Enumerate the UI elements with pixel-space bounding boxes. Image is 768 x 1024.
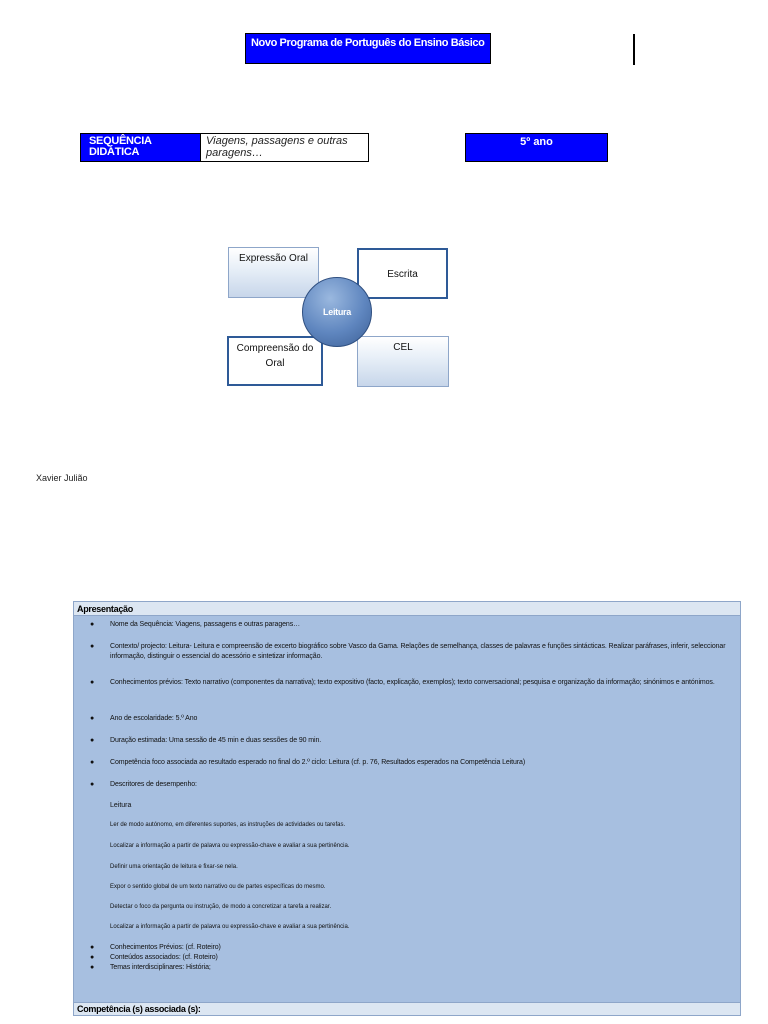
- list-item: ● Duração estimada: Uma sessão de 45 min e duas sessões de 90 min.: [90, 737, 322, 744]
- list-item: ● Temas interdisciplinares: História;: [90, 964, 211, 971]
- list-item: ● Ano de escolaridade: 5.º Ano: [90, 715, 198, 722]
- bullet-icon: ●: [90, 759, 95, 766]
- list-item: ● Descritores de desempenho:: [90, 781, 197, 788]
- diagram-box-cel: CEL: [357, 336, 449, 387]
- document-title: Novo Programa de Português do Ensino Básico: [245, 33, 491, 64]
- diagram-box-compreensao-oral: Compreensão do Oral: [227, 336, 323, 386]
- bullet-icon: ●: [90, 643, 95, 650]
- list-item: ● Conhecimentos prévios: Texto narrativo (componentes da narrativa); texto expositivo (facto, explicação, exemplos); texto conversacional; pesquisa e organização da informação; sinónimos e antónimos.: [90, 679, 715, 686]
- table-body: [74, 616, 740, 1002]
- grade-badge: 5º ano: [465, 133, 608, 162]
- bullet-icon: ●: [90, 944, 95, 951]
- bullet-icon: ●: [90, 737, 95, 744]
- diagram-box-expressao-oral: Expressão Oral: [228, 247, 319, 298]
- bullet-icon: ●: [90, 679, 95, 686]
- descriptor-item: Ler de modo autónomo, em diferentes suportes, as instruções de actividades ou tarefas.: [110, 822, 346, 828]
- author-name: Xavier Julião: [36, 473, 88, 483]
- descriptor-item: Localizar a informação a partir de palavra ou expressão-chave e avaliar a sua pertinência.: [110, 843, 350, 849]
- table-header: Apresentação: [74, 602, 740, 616]
- presentation-table: [73, 601, 741, 1016]
- list-item: ● Contexto/ projecto: Leitura- Leitura e compreensão de excerto biográfico sobre Vasco da Gama. Relações de semelhança, classes de palavras e funções sintácticas. Realizar paráfrases, inferir, seleccionar informação, distinguir o essencial do acessório e sintetizar informação.: [90, 643, 726, 660]
- descriptor-item: Definir uma orientação de leitura e fixar-se nela.: [110, 864, 238, 870]
- text-cursor: [633, 34, 635, 65]
- list-item: ● Competência foco associada ao resultado esperado no final do 2.º ciclo: Leitura (cf. p. 76, Resultados esperados na Competência Leitura): [90, 759, 526, 766]
- bullet-icon: ●: [90, 715, 95, 722]
- diagram-box-escrita: Escrita: [357, 248, 448, 299]
- list-item: ● Conteúdos associados: (cf. Roteiro): [90, 954, 218, 961]
- descriptor-heading: Leitura: [110, 802, 132, 809]
- bullet-icon: ●: [90, 954, 95, 961]
- bullet-icon: ●: [90, 621, 95, 628]
- bullet-icon: ●: [90, 781, 95, 788]
- list-item: ● Conhecimentos Prévios: (cf. Roteiro): [90, 944, 221, 951]
- descriptor-item: Expor o sentido global de um texto narrativo ou de partes específicas do mesmo.: [110, 884, 326, 890]
- list-item: ● Nome da Sequência: Viagens, passagens e outras paragens…: [90, 621, 301, 628]
- bullet-icon: ●: [90, 964, 95, 971]
- sequence-label: SEQUÊNCIA DIDÁTICA: [80, 133, 201, 162]
- sequence-title: Viagens, passagens e outras paragens…: [200, 133, 369, 162]
- descriptor-item: Detectar o foco da pergunta ou instrução, de modo a concretizar a tarefa a realizar.: [110, 904, 332, 910]
- table-footer: Competência (s) associada (s):: [74, 1002, 740, 1015]
- descriptor-item: Localizar a informação a partir de palavra ou expressão-chave e avaliar a sua pertinência.: [110, 924, 350, 930]
- diagram-center-leitura: Leitura: [302, 277, 372, 347]
